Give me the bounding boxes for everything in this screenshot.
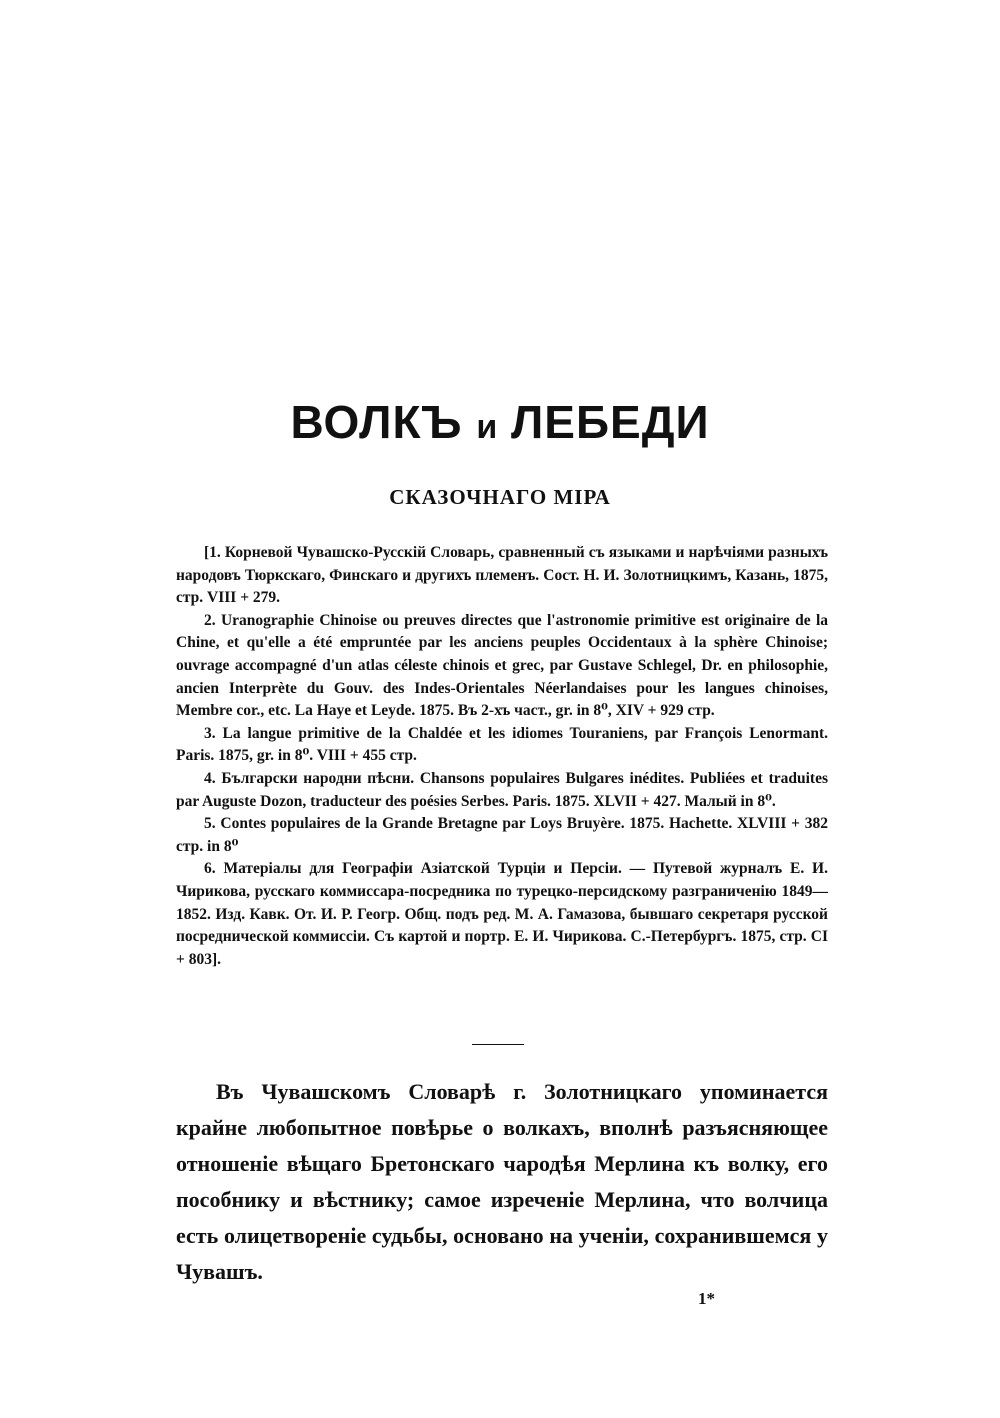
title-conjunction: и xyxy=(476,408,498,446)
page-subtitle: СКАЗОЧНАГО МІРА xyxy=(389,485,611,509)
reference-item-4: 4. Български народни пѣсни. Chansons populaires Bulgares inédites. Publiées et traduites par Auguste Dozon, traducteur des poésies Serbes. Paris. 1875. XLVII + 427. Малый in 8⁰. xyxy=(176,769,828,810)
reference-item-5: 5. Contes populaires de la Grande Bretagne par Loys Bruyère. 1875. Hachette. XLVIII + 382 стр. in 8⁰ xyxy=(176,815,828,855)
signature-mark: 1* xyxy=(698,1289,715,1308)
reference-item-6: 6. Матеріалы для Географіи Азіатской Турціи и Персіи. — Путевой журналъ Е. И. Чирикова, русскаго коммиссара-посредника по турецко-персидскому разграниченію 1849—1852. Изд. Кавк. От. И. Р. Геогр. Общ. подъ ред. М. А. Гамазова, бывшаго секретаря русской посреднической коммиссіи. Съ картой и портр. Е. И. Чирикова. С.-Петербургъ. 1875, стр. CI + 803]. xyxy=(176,860,828,968)
body-text xyxy=(176,1074,828,1290)
reference-item-1: [1. Корневой Чувашско-Русскій Словарь, сравненный съ языками и нарѣчіями разныхъ народовъ Тюркскаго, Финскаго и другихъ племенъ. Сост. Н. И. Золотницкимъ, Казань, 1875, стр. VIII + 279. xyxy=(176,544,828,607)
section-divider xyxy=(472,1044,524,1045)
title-word-swans: ЛЕБЕДИ xyxy=(497,396,710,448)
reference-item-3: 3. La langue primitive de la Chaldée et les idiomes Touraniens, par François Lenormant. Paris. 1875, gr. in 8⁰. VIII + 455 стр. xyxy=(176,724,828,765)
body-paragraph: Въ Чувашскомъ Словарѣ г. Золотницкаго упоминается крайне любопытное повѣрье о волкахъ, вполнѣ разъясняющее отношеніе вѣщаго Бретонскаго чародѣя Мерлина къ волку, его пособнику и вѣстнику; самое изреченіе Мерлина, что волчица есть олицетвореніе судьбы, основано на ученіи, сохранившемся у Чувашъ. xyxy=(176,1079,828,1284)
page-title xyxy=(0,392,1000,457)
reference-list xyxy=(176,542,828,971)
reference-item-2: 2. Uranographie Chinoise ou preuves directes que l'astronomie primitive est originaire de la Chine, et qu'elle a été empruntée par les anciens peuples Occidentaux à la sphère Chinoise; ouvrage accompagné d'un atlas céleste chinois et grec, par Gustave Schlegel, Dr. en philosophie, ancien Interprète du Gouv. des Indes-Orientales Néerlandaises pour les langues chinoises, Membre cor., etc. La Haye et Leyde. 1875. Въ 2-хъ част., gr. in 8⁰, XIV + 929 стр. xyxy=(176,611,828,720)
title-word-wolf: ВОЛКЪ xyxy=(290,396,477,448)
